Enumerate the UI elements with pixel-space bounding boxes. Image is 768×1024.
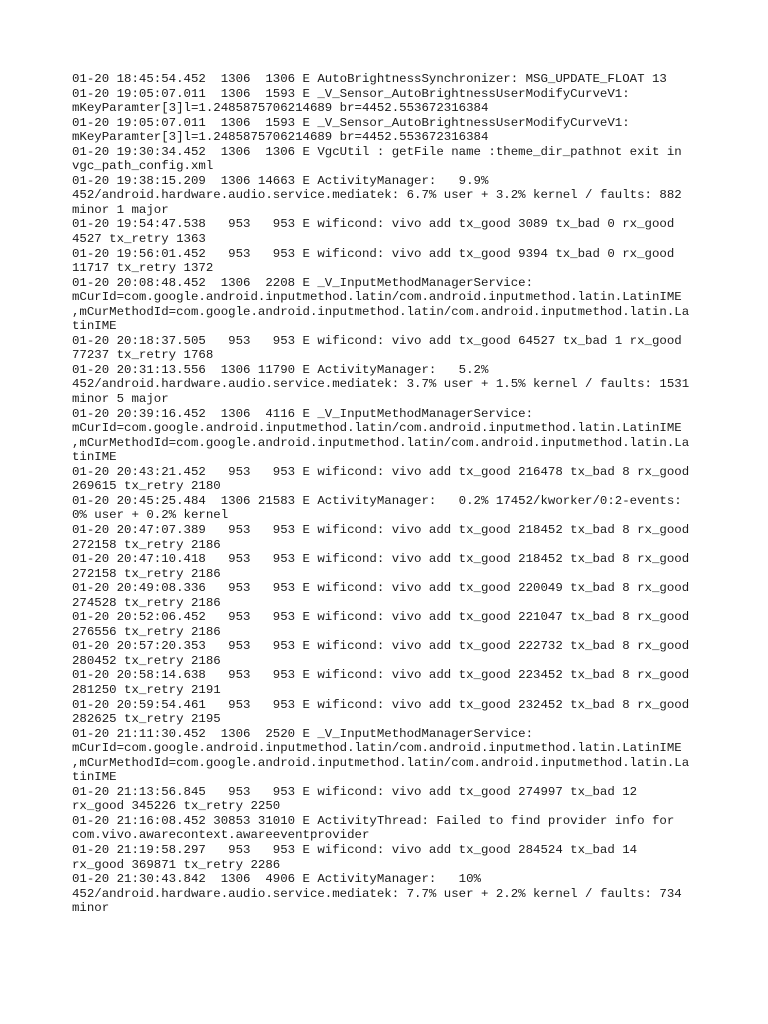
log-line: 01-20 20:59:54.461 953 953 E wificond: vivo add tx_good 232452 tx_bad 8 rx_good [72,697,690,712]
log-line: tinIME [72,770,117,785]
log-line: 272158 tx_retry 2186 [72,566,221,581]
log-line: mKeyParamter[3]l=1.2485875706214689 br=4452.553672316384 [72,130,489,145]
log-line: tinIME [72,319,117,334]
log-line: mKeyParamter[3]l=1.2485875706214689 br=4452.553672316384 [72,101,489,116]
log-line: ,mCurMethodId=com.google.android.inputmethod.latin/com.android.inputmethod.latin.La [72,304,690,319]
log-line: 274528 tx_retry 2186 [72,595,221,610]
log-line: 281250 tx_retry 2191 [72,682,221,697]
log-line: minor 1 major [72,202,169,217]
log-line: minor [72,901,110,916]
log-line: 01-20 21:19:58.297 953 953 E wificond: vivo add tx_good 284524 tx_bad 14 [72,842,638,857]
log-line: 4527 tx_retry 1363 [72,232,206,247]
log-line: 452/android.hardware.audio.service.mediatek: 6.7% user + 3.2% kernel / faults: 882 [72,188,682,203]
log-line: mCurId=com.google.android.inputmethod.latin/com.android.inputmethod.latin.LatinIME [72,290,682,305]
log-line: 01-20 21:13:56.845 953 953 E wificond: vivo add tx_good 274997 tx_bad 12 [72,784,638,799]
log-line: ,mCurMethodId=com.google.android.inputmethod.latin/com.android.inputmethod.latin.La [72,755,690,770]
log-line: 269615 tx_retry 2180 [72,479,221,494]
log-line: com.vivo.awarecontext.awareeventprovider [72,828,370,843]
log-line: 01-20 20:39:16.452 1306 4116 E _V_InputMethodManagerService: [72,406,534,421]
log-line: 11717 tx_retry 1372 [72,261,214,276]
log-line: 01-20 19:30:34.452 1306 1306 E VgcUtil : getFile name :theme_dir_pathnot exit in [72,144,682,159]
log-line: vgc_path_config.xml [72,159,214,174]
log-line: 01-20 20:57:20.353 953 953 E wificond: vivo add tx_good 222732 tx_bad 8 rx_good [72,639,690,654]
log-line: minor 5 major [72,392,169,407]
log-line: 01-20 21:11:30.452 1306 2520 E _V_InputMethodManagerService: [72,726,534,741]
log-line: 77237 tx_retry 1768 [72,348,214,363]
log-line: 01-20 20:52:06.452 953 953 E wificond: vivo add tx_good 221047 tx_bad 8 rx_good [72,610,690,625]
log-line: 01-20 19:38:15.209 1306 14663 E ActivityManager: 9.9% [72,173,489,188]
log-line: 01-20 19:05:07.011 1306 1593 E _V_Sensor_AutoBrightnessUserModifyCurveV1: [72,86,630,101]
log-line: 01-20 20:47:10.418 953 953 E wificond: vivo add tx_good 218452 tx_bad 8 rx_good [72,552,690,567]
log-line: 0% user + 0.2% kernel [72,508,229,523]
log-line: 276556 tx_retry 2186 [72,624,221,639]
log-line: 01-20 20:18:37.505 953 953 E wificond: vivo add tx_good 64527 tx_bad 1 rx_good [72,333,682,348]
log-line: ,mCurMethodId=com.google.android.inputmethod.latin/com.android.inputmethod.latin.La [72,435,690,450]
log-line: 01-20 19:56:01.452 953 953 E wificond: vivo add tx_good 9394 tx_bad 0 rx_good [72,246,675,261]
log-line: mCurId=com.google.android.inputmethod.latin/com.android.inputmethod.latin.LatinIME [72,421,682,436]
log-line: 272158 tx_retry 2186 [72,537,221,552]
log-line: 01-20 19:54:47.538 953 953 E wificond: vivo add tx_good 3089 tx_bad 0 rx_good [72,217,675,232]
log-line: 01-20 18:45:54.452 1306 1306 E AutoBrightnessSynchronizer: MSG_UPDATE_FLOAT 13 [72,72,667,86]
log-line: 01-20 20:49:08.336 953 953 E wificond: vivo add tx_good 220049 tx_bad 8 rx_good [72,581,690,596]
log-line: 01-20 20:31:13.556 1306 11790 E ActivityManager: 5.2% [72,362,489,377]
log-line: 01-20 20:45:25.484 1306 21583 E ActivityManager: 0.2% 17452/kworker/0:2-events: [72,493,682,508]
log-line: rx_good 369871 tx_retry 2286 [72,857,281,872]
log-line: 452/android.hardware.audio.service.mediatek: 7.7% user + 2.2% kernel / faults: 734 [72,886,682,901]
log-line: mCurId=com.google.android.inputmethod.latin/com.android.inputmethod.latin.LatinIME [72,741,682,756]
log-line: 01-20 20:08:48.452 1306 2208 E _V_InputMethodManagerService: [72,275,534,290]
log-line: 01-20 21:16:08.452 30853 31010 E ActivityThread: Failed to find provider info for [72,813,675,828]
log-line: 01-20 20:47:07.389 953 953 E wificond: vivo add tx_good 218452 tx_bad 8 rx_good [72,522,690,537]
log-line: 01-20 20:43:21.452 953 953 E wificond: vivo add tx_good 216478 tx_bad 8 rx_good [72,464,690,479]
log-line: 452/android.hardware.audio.service.mediatek: 3.7% user + 1.5% kernel / faults: 1531 [72,377,690,392]
log-line: tinIME [72,450,117,465]
log-line: 01-20 20:58:14.638 953 953 E wificond: vivo add tx_good 223452 tx_bad 8 rx_good [72,668,690,683]
log-line: rx_good 345226 tx_retry 2250 [72,799,281,814]
log-line: 280452 tx_retry 2186 [72,653,221,668]
log-line: 282625 tx_retry 2195 [72,712,221,727]
log-line: 01-20 19:05:07.011 1306 1593 E _V_Sensor_AutoBrightnessUserModifyCurveV1: [72,115,630,130]
log-text-block [72,72,702,916]
log-line: 01-20 21:30:43.842 1306 4906 E ActivityManager: 10% [72,872,481,887]
